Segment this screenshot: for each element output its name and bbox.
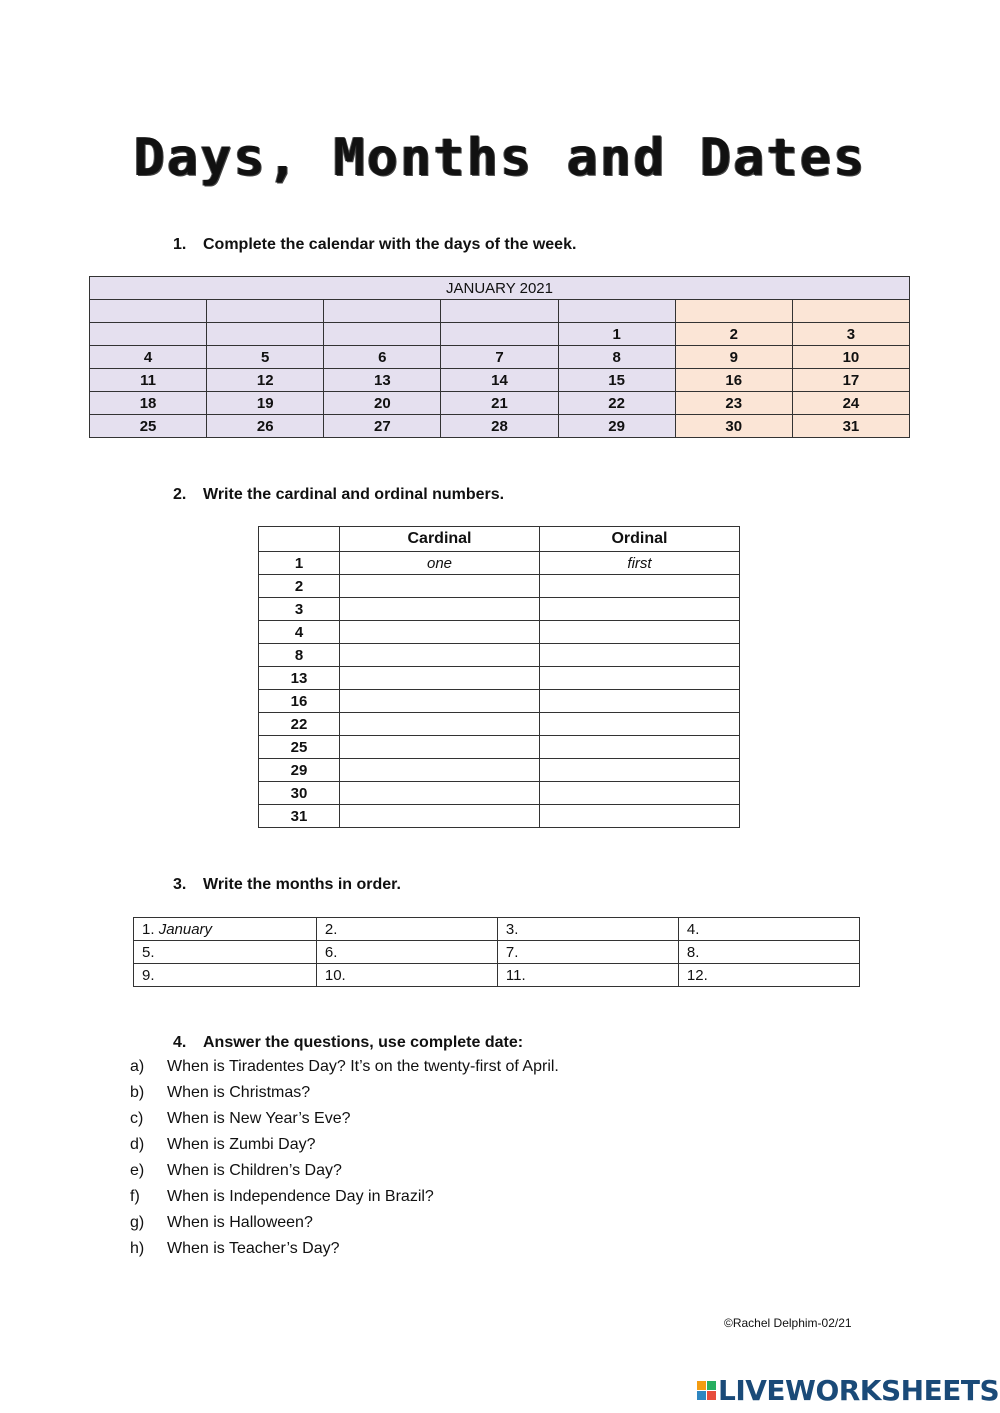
weekday-cell[interactable] (324, 300, 441, 323)
day-cell (90, 323, 207, 346)
cardinal-cell[interactable] (340, 690, 540, 713)
day-cell (207, 323, 324, 346)
number-cell: 4 (259, 621, 340, 644)
number-cell: 30 (259, 782, 340, 805)
day-cell (324, 323, 441, 346)
cardinal-cell[interactable] (340, 621, 540, 644)
day-cell: 18 (90, 392, 207, 415)
day-cell: 25 (90, 415, 207, 438)
item-text: When is New Year’s Eve? (167, 1110, 351, 1127)
item-text: When is Zumbi Day? (167, 1136, 316, 1153)
month-cell[interactable]: 9. (134, 964, 317, 987)
ordinal-cell[interactable] (540, 736, 740, 759)
day-cell: 14 (441, 369, 558, 392)
item-letter: h) (130, 1240, 145, 1257)
table-row (259, 713, 740, 736)
day-cell: 29 (558, 415, 675, 438)
list-item (130, 1084, 559, 1110)
month-answer: January (158, 920, 213, 938)
day-cell: 9 (675, 346, 792, 369)
question-1 (173, 236, 576, 254)
month-cell[interactable]: 3. (497, 918, 678, 941)
item-letter: c) (130, 1110, 144, 1127)
list-item (130, 1110, 559, 1136)
number-cell: 22 (259, 713, 340, 736)
months-table (133, 917, 860, 987)
month-cell[interactable]: 7. (497, 941, 678, 964)
day-cell: 27 (324, 415, 441, 438)
day-cell: 23 (675, 392, 792, 415)
calendar-table (89, 276, 910, 438)
day-cell: 6 (324, 346, 441, 369)
weekday-cell[interactable] (675, 300, 792, 323)
list-item (130, 1058, 559, 1084)
question-3 (173, 876, 401, 894)
table-row (259, 759, 740, 782)
day-cell: 28 (441, 415, 558, 438)
cardinal-cell[interactable] (340, 575, 540, 598)
ordinal-cell[interactable] (540, 782, 740, 805)
question-4-text: Answer the questions, use complete date: (203, 1034, 524, 1051)
day-cell: 3 (792, 323, 909, 346)
table-row (259, 667, 740, 690)
number-cell: 8 (259, 644, 340, 667)
day-cell: 1 (558, 323, 675, 346)
calendar-weekday-row (90, 300, 910, 323)
month-cell[interactable]: 8. (678, 941, 859, 964)
calendar-week-row (90, 346, 910, 369)
number-cell: 16 (259, 690, 340, 713)
list-item (130, 1240, 559, 1266)
ordinal-cell[interactable] (540, 575, 740, 598)
item-text: When is Teacher’s Day? (167, 1240, 340, 1257)
calendar-week-row (90, 369, 910, 392)
number-cell: 1 (259, 552, 340, 575)
copyright-credit: ©Rachel Delphim-02/21 (724, 1316, 852, 1330)
question-4 (173, 1034, 523, 1052)
ordinal-cell[interactable] (540, 667, 740, 690)
numbers-header-cardinal: Cardinal (340, 527, 540, 552)
cardinal-cell[interactable] (340, 667, 540, 690)
question-2-text: Write the cardinal and ordinal numbers. (203, 486, 505, 503)
item-letter: b) (130, 1084, 145, 1101)
table-row (259, 736, 740, 759)
calendar-month: JANUARY 2021 (90, 277, 910, 300)
day-cell (441, 323, 558, 346)
number-cell: 29 (259, 759, 340, 782)
table-row (259, 621, 740, 644)
month-cell[interactable]: 11. (497, 964, 678, 987)
item-letter: a) (130, 1058, 145, 1075)
number-cell: 31 (259, 805, 340, 828)
table-row (259, 575, 740, 598)
number-cell: 13 (259, 667, 340, 690)
ordinal-cell[interactable] (540, 598, 740, 621)
ordinal-cell[interactable] (540, 690, 740, 713)
table-row (134, 964, 860, 987)
day-cell: 31 (792, 415, 909, 438)
month-cell-number: 1. (142, 920, 155, 938)
day-cell: 8 (558, 346, 675, 369)
day-cell: 12 (207, 369, 324, 392)
question-2-number: 2. (173, 486, 187, 503)
brand-name: LIVEWORKSHEETS (718, 1374, 1000, 1407)
calendar-week-row (90, 323, 910, 346)
item-text: When is Tiradentes Day? It’s on the twenty-first of April. (167, 1058, 559, 1075)
weekday-cell[interactable] (441, 300, 558, 323)
month-cell[interactable]: 12. (678, 964, 859, 987)
item-text: When is Independence Day in Brazil? (167, 1188, 434, 1205)
day-cell: 2 (675, 323, 792, 346)
cardinal-cell[interactable] (340, 713, 540, 736)
day-cell: 26 (207, 415, 324, 438)
month-cell[interactable]: 5. (134, 941, 317, 964)
table-row (259, 690, 740, 713)
question-2 (173, 486, 504, 504)
day-cell: 19 (207, 392, 324, 415)
table-row (134, 918, 860, 941)
list-item (130, 1162, 559, 1188)
day-cell: 20 (324, 392, 441, 415)
cardinal-cell[interactable] (340, 598, 540, 621)
item-text: When is Christmas? (167, 1084, 311, 1101)
weekday-cell[interactable] (558, 300, 675, 323)
ordinal-cell[interactable] (540, 644, 740, 667)
cardinal-cell[interactable] (340, 759, 540, 782)
table-row (134, 941, 860, 964)
day-cell: 30 (675, 415, 792, 438)
month-cell[interactable]: 4. (678, 918, 859, 941)
day-cell: 5 (207, 346, 324, 369)
list-item (130, 1136, 559, 1162)
month-cell[interactable]: 6. (316, 941, 497, 964)
numbers-table (258, 526, 740, 828)
question-4-number: 4. (173, 1034, 187, 1051)
number-cell: 2 (259, 575, 340, 598)
item-letter: g) (130, 1214, 145, 1231)
number-cell: 3 (259, 598, 340, 621)
question-3-number: 3. (173, 876, 187, 893)
item-letter: f) (130, 1188, 140, 1205)
day-cell: 16 (675, 369, 792, 392)
item-letter: d) (130, 1136, 145, 1153)
question-1-number: 1. (173, 236, 187, 253)
numbers-header-ordinal: Ordinal (540, 527, 740, 552)
list-item (130, 1188, 559, 1214)
day-cell: 22 (558, 392, 675, 415)
cardinal-cell[interactable] (340, 736, 540, 759)
ordinal-cell[interactable] (540, 621, 740, 644)
liveworksheets-logo[interactable] (697, 1374, 999, 1407)
table-row (259, 644, 740, 667)
question-3-text: Write the months in order. (203, 876, 401, 893)
item-letter: e) (130, 1162, 145, 1179)
numbers-header-blank (259, 527, 340, 552)
calendar-week-row (90, 415, 910, 438)
question-1-text: Complete the calendar with the days of the week. (203, 236, 577, 253)
cardinal-cell: one (340, 552, 540, 575)
weekday-cell[interactable] (90, 300, 207, 323)
month-cell[interactable]: 10. (316, 964, 497, 987)
cardinal-cell[interactable] (340, 782, 540, 805)
list-item (130, 1214, 559, 1240)
day-cell: 10 (792, 346, 909, 369)
day-cell: 21 (441, 392, 558, 415)
item-text: When is Halloween? (167, 1214, 313, 1231)
table-row (259, 552, 740, 575)
day-cell: 11 (90, 369, 207, 392)
day-cell: 4 (90, 346, 207, 369)
ordinal-cell[interactable] (540, 759, 740, 782)
month-cell (134, 918, 317, 941)
cardinal-cell[interactable] (340, 644, 540, 667)
number-cell: 25 (259, 736, 340, 759)
day-cell: 24 (792, 392, 909, 415)
question-list (130, 1058, 559, 1266)
table-row (259, 805, 740, 828)
calendar-week-row (90, 392, 910, 415)
weekday-cell[interactable] (207, 300, 324, 323)
day-cell: 7 (441, 346, 558, 369)
table-row (259, 782, 740, 805)
ordinal-cell[interactable] (540, 805, 740, 828)
table-row (259, 598, 740, 621)
day-cell: 17 (792, 369, 909, 392)
day-cell: 13 (324, 369, 441, 392)
logo-grid-icon (697, 1381, 716, 1400)
ordinal-cell[interactable] (540, 713, 740, 736)
day-cell: 15 (558, 369, 675, 392)
month-cell[interactable]: 2. (316, 918, 497, 941)
cardinal-cell[interactable] (340, 805, 540, 828)
page-title: Days, Months and Dates (133, 128, 867, 188)
weekday-cell[interactable] (792, 300, 909, 323)
item-text: When is Children’s Day? (167, 1162, 342, 1179)
ordinal-cell: first (540, 552, 740, 575)
